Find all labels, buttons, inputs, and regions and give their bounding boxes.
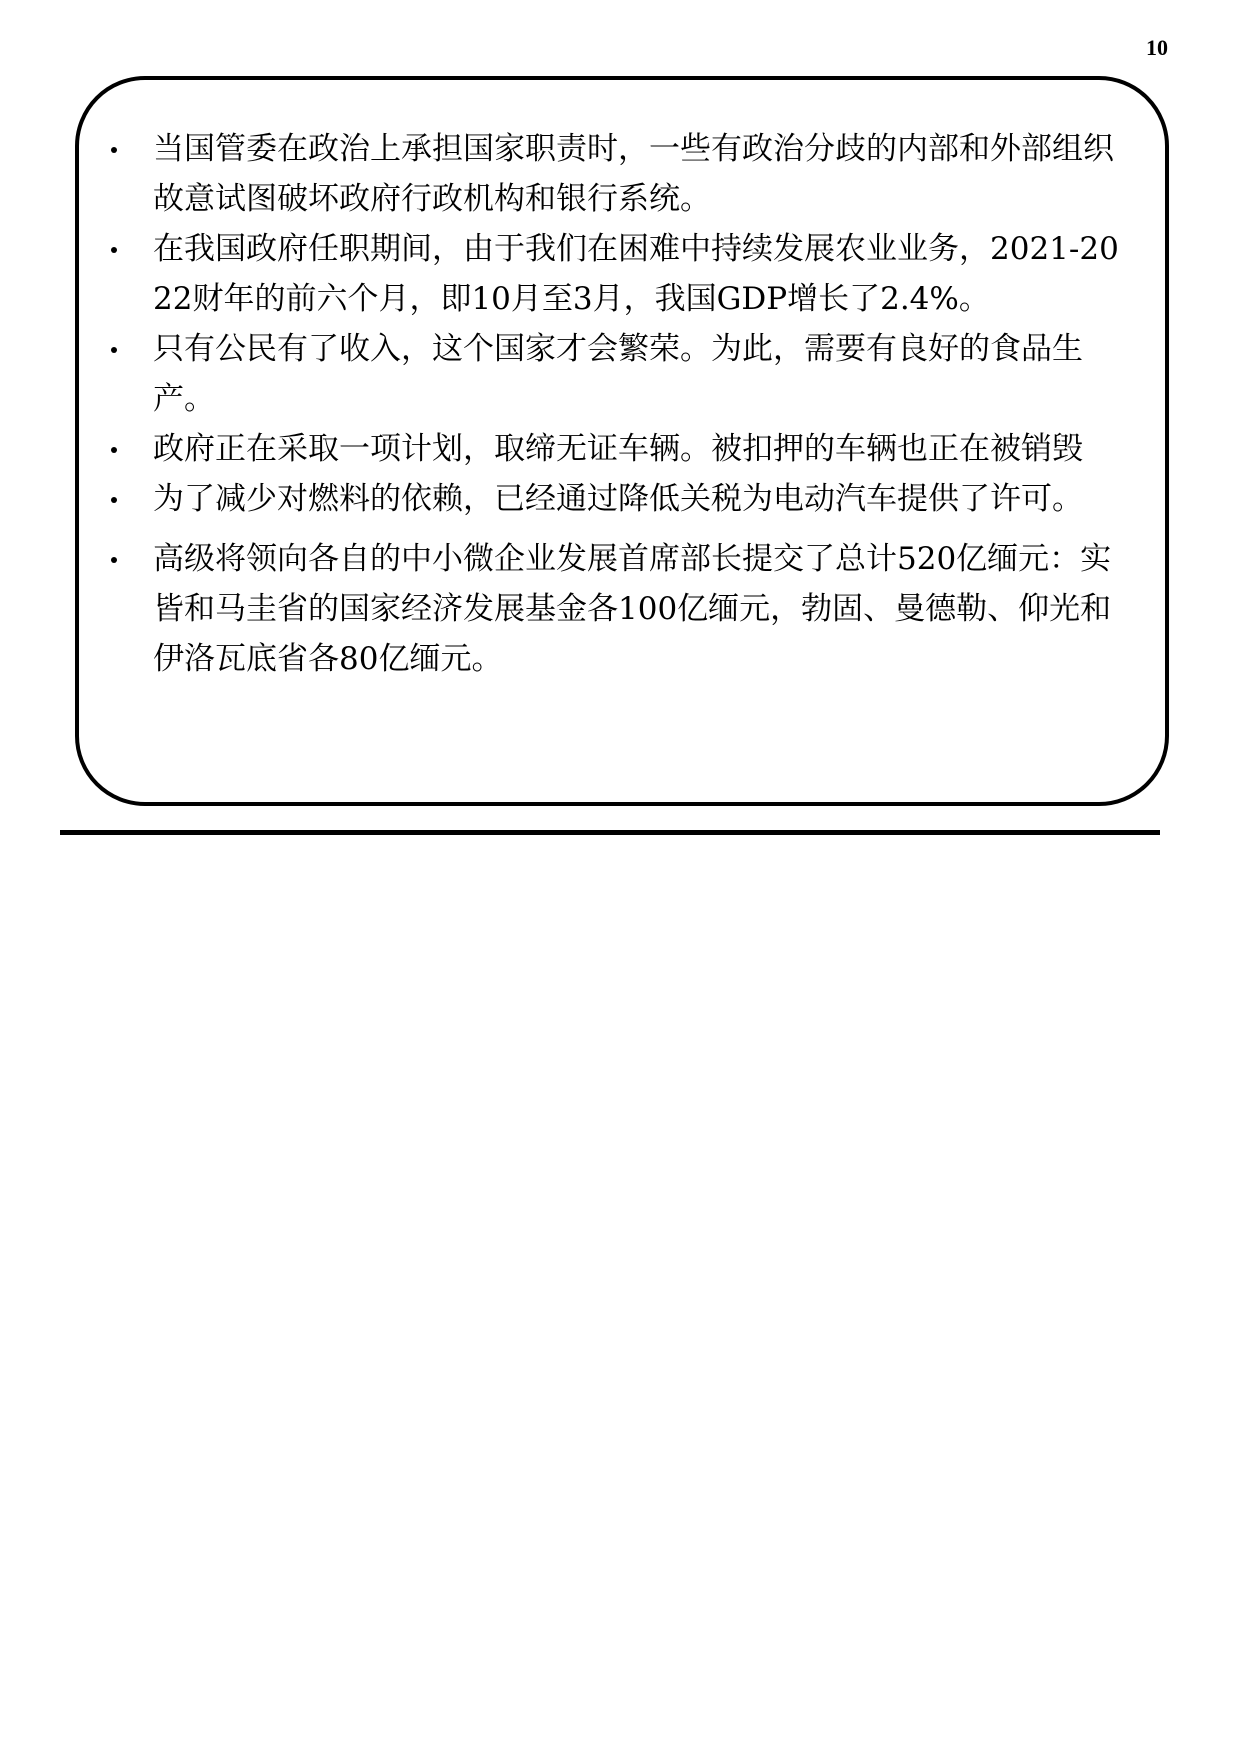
highlight-text: 只有公民有了收入，这个国家才会繁荣。为此，需要有良好的食品生产。 xyxy=(153,331,1083,417)
horizontal-divider xyxy=(60,830,1160,835)
bullet-icon xyxy=(111,247,117,253)
page-number: 10 xyxy=(1146,35,1168,60)
bullet-icon xyxy=(111,147,117,153)
highlight-text: 为了减少对燃料的依赖，已经通过降低关税为电动汽车提供了许可。 xyxy=(153,481,1083,517)
highlight-text: 当国管委在政治上承担国家职责时，一些有政治分歧的内部和外部组织故意试图破坏政府行政机构和银行系统。 xyxy=(153,131,1114,217)
bullet-icon xyxy=(111,347,117,353)
bullet-icon xyxy=(111,497,117,503)
highlight-item xyxy=(105,124,1129,224)
highlight-item xyxy=(105,534,1129,684)
highlight-item xyxy=(105,224,1129,324)
highlight-item xyxy=(105,474,1129,524)
highlight-text: 高级将领向各自的中小微企业发展首席部长提交了总计520亿缅元：实皆和马圭省的国家经济发展基金各100亿缅元，勃固、曼德勒、仰光和伊洛瓦底省各80亿缅元。 xyxy=(153,541,1112,677)
highlights-box xyxy=(75,76,1169,806)
bullet-icon xyxy=(111,447,117,453)
highlight-text: 政府正在采取一项计划，取缔无证车辆。被扣押的车辆也正在被销毁 xyxy=(153,431,1083,467)
highlights-list xyxy=(105,124,1129,684)
highlight-item xyxy=(105,324,1129,424)
bullet-icon xyxy=(111,557,117,563)
highlight-text: 在我国政府任职期间，由于我们在困难中持续发展农业业务，2021-2022财年的前六个月，即10月至3月，我国GDP增长了2.4%。 xyxy=(153,231,1119,317)
highlight-item xyxy=(105,424,1129,474)
